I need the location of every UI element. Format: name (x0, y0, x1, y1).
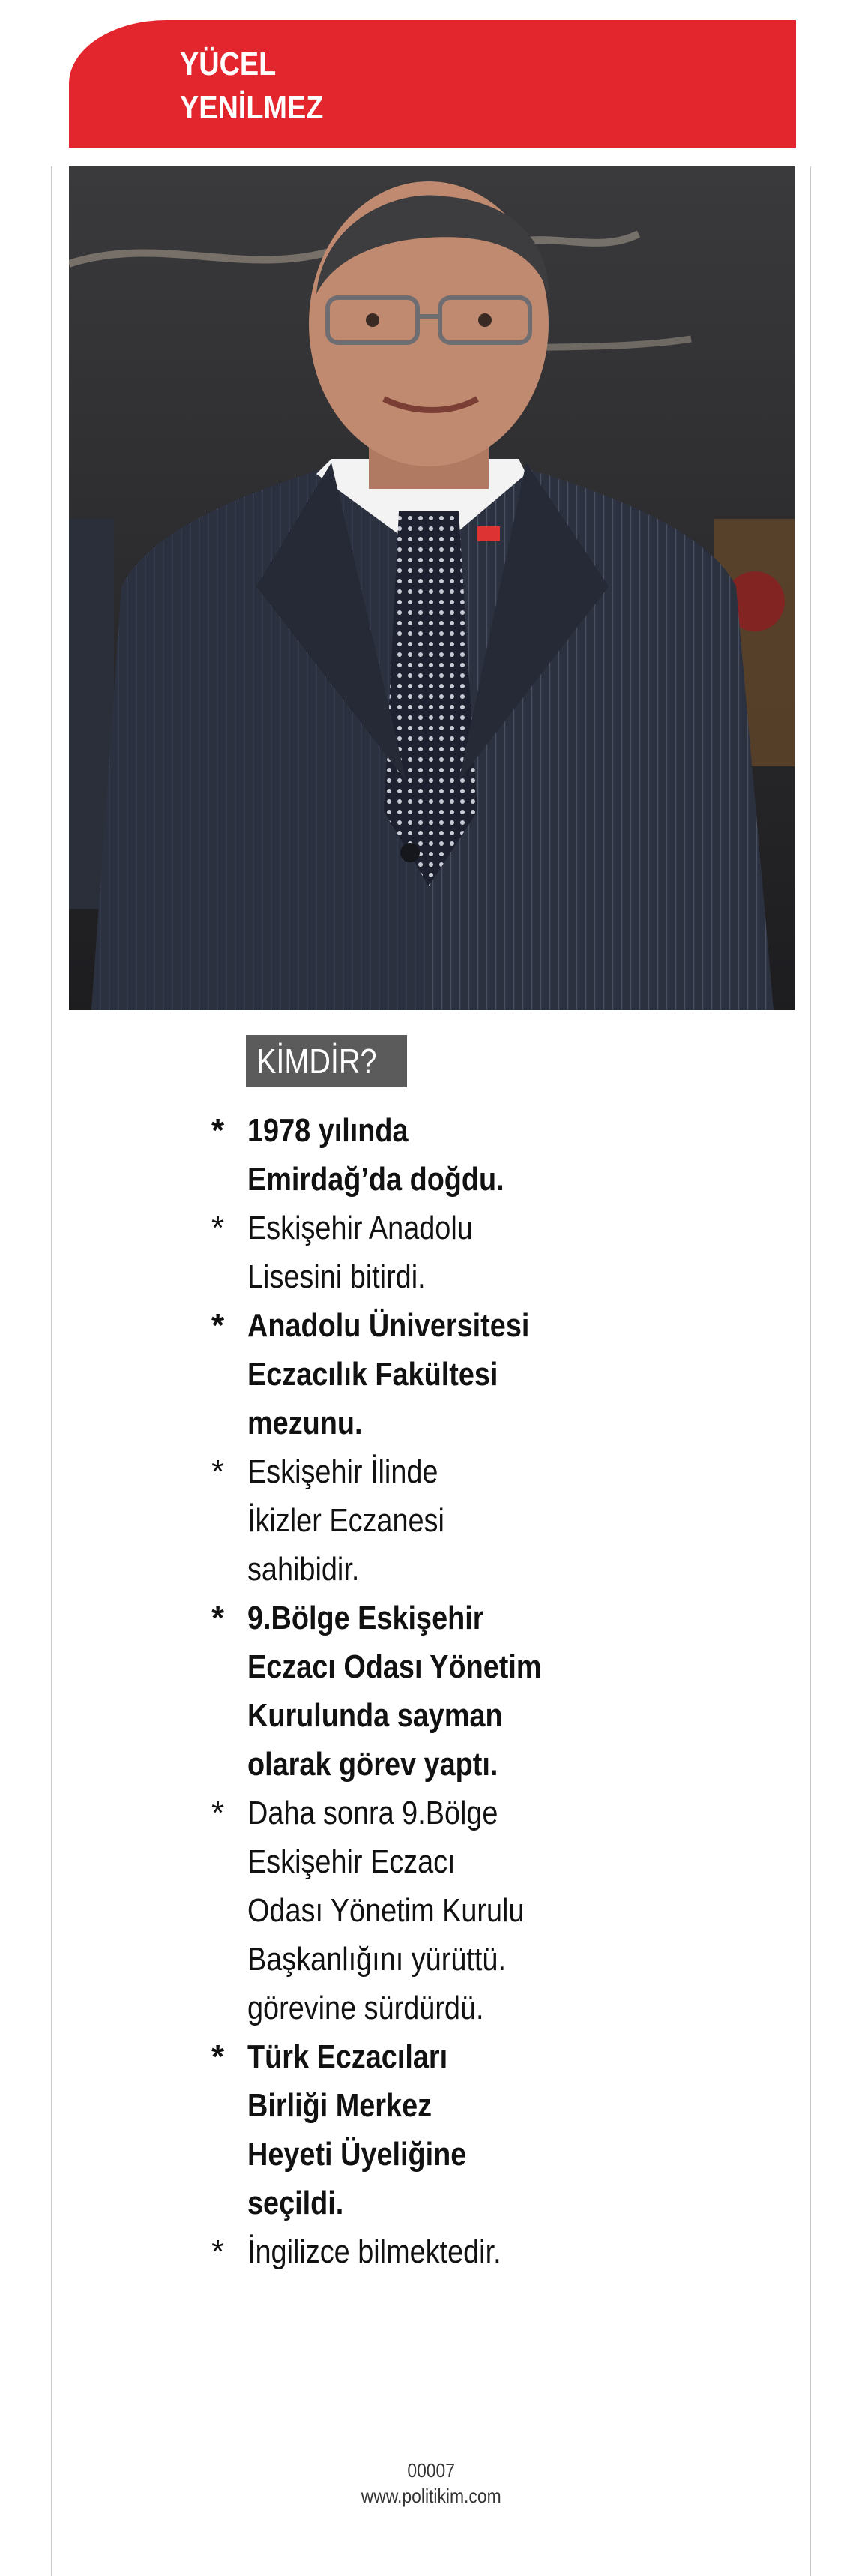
bio-item (211, 1789, 661, 2032)
bio-list (211, 1106, 661, 2276)
bio-item-text: 1978 yılında Emirdağ’da doğdu. (247, 1112, 504, 1198)
portrait-photo (69, 166, 795, 1010)
website-url-text[interactable]: www.politikim.com (361, 2485, 501, 2507)
page-title (180, 43, 323, 130)
frame-border-left (51, 166, 52, 2576)
bio-item (211, 1204, 661, 1301)
bio-item-text: Daha sonra 9.Bölge Eskişehir Eczacı Odası Yönetim Kurulu Başkanlığını yürüttü. görevine sürdürdü. (247, 1795, 525, 2026)
bullet-mark: * (211, 1210, 225, 1246)
bio-item (211, 1301, 661, 1447)
portrait-illustration (69, 166, 795, 1010)
bio-item-text: 9.Bölge Eskişehir Eczacı Odası Yönetim Kurulunda sayman olarak görev yaptı. (247, 1600, 542, 1783)
bullet-mark: * (211, 1112, 225, 1149)
bio-item (211, 2227, 661, 2276)
section-title: KİMDİR? (256, 1042, 377, 1081)
bio-item-text: Eskişehir Anadolu Lisesini bitirdi. (247, 1210, 473, 1295)
bio-item-text: Anadolu Üniversitesi Eczacılık Fakültesi mezunu. (247, 1307, 530, 1441)
bullet-mark: * (211, 1795, 225, 1831)
page-number (0, 2458, 862, 2482)
bio-item (211, 1594, 661, 1789)
section-badge (246, 1035, 407, 1087)
bullet-mark: * (211, 2038, 225, 2075)
bio-item-text: Eskişehir İlinde İkizler Eczanesi sahibidir. (247, 1453, 444, 1588)
bio-item-text: İngilizce bilmektedir. (247, 2233, 501, 2270)
bullet-mark: * (211, 2233, 225, 2270)
website-url[interactable] (0, 2484, 862, 2508)
bio-item (211, 1447, 661, 1594)
bullet-mark: * (211, 1307, 225, 1344)
bio-item-text: Türk Eczacıları Birliği Merkez Heyeti Üyeliğine seçildi. (247, 2038, 467, 2221)
bullet-mark: * (211, 1600, 225, 1636)
title-line-2: YENİLMEZ (180, 89, 324, 126)
bullet-mark: * (211, 1453, 225, 1490)
bio-item (211, 1106, 661, 1204)
title-line-1: YÜCEL (180, 46, 277, 82)
header-banner (69, 20, 796, 148)
frame-border-right (810, 166, 811, 2576)
bio-item (211, 2032, 661, 2227)
page-number-text: 00007 (407, 2459, 455, 2482)
